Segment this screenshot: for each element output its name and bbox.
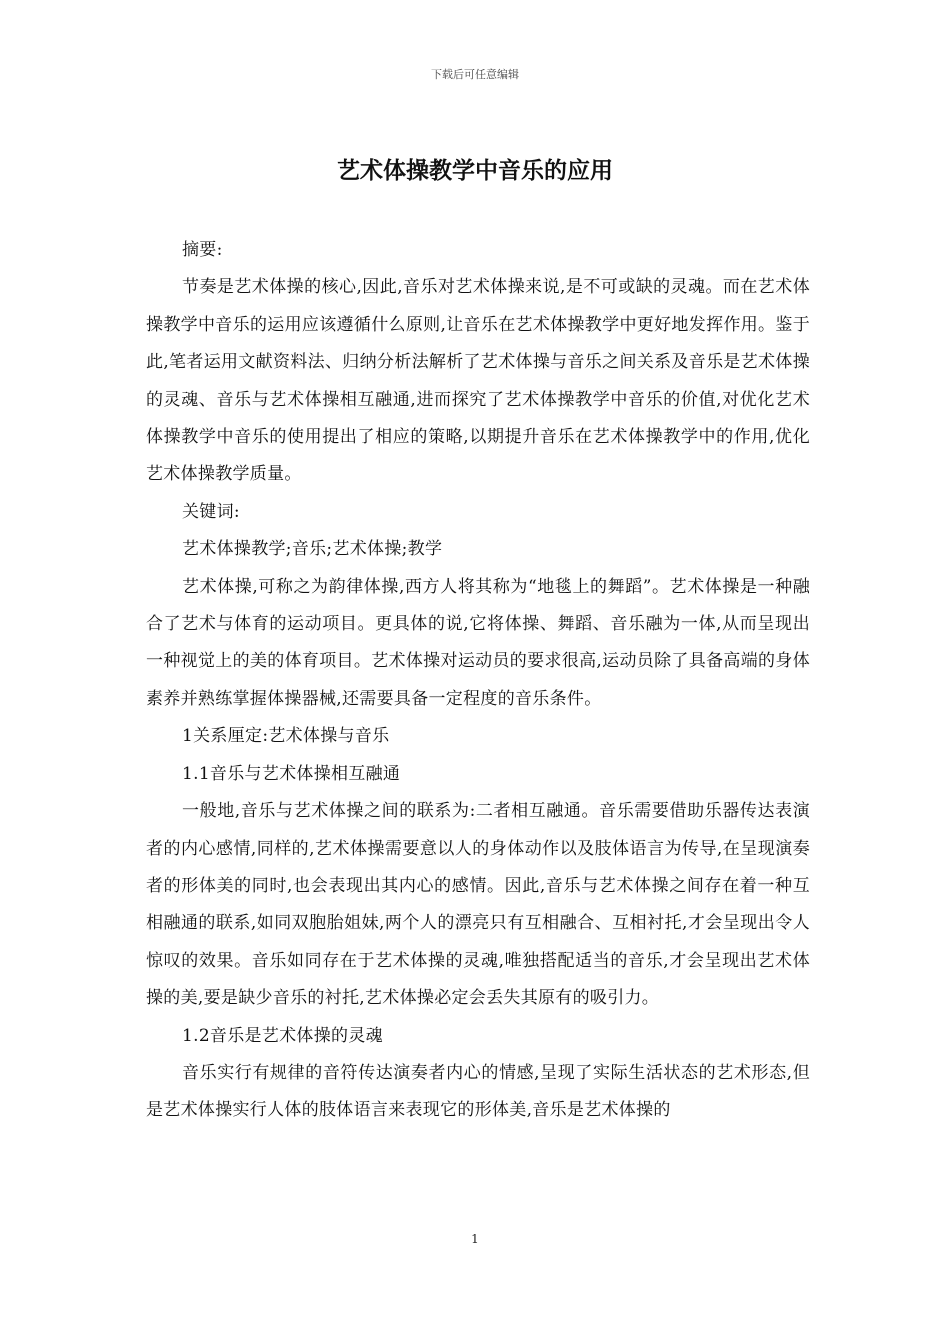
section-1-heading: 1关系厘定:艺术体操与音乐 <box>182 726 390 747</box>
page-header: 下载后可任意编辑 <box>431 68 519 81</box>
abstract-paragraph: 节奏是艺术体操的核心,因此,音乐对艺术体操来说,是不可或缺的灵魂。而在艺术体操教学中音乐的运用应该遵循什么原则,让音乐在艺术体操教学中更好地发挥作用。鉴于此,笔者运用文献资料法、归纳分析法解析了艺术体操与音乐之间关系及音乐是艺术体操的灵魂、音乐与艺术体操相互融通,进而探究了艺术体操教学中音乐的价值,对优化艺术体操教学中音乐的使用提出了相应的策略,以期提升音乐在艺术体操教学中的作用,优化艺术体操教学质量。 <box>146 277 810 485</box>
keywords-paragraph: 艺术体操教学;音乐;艺术体操;教学 <box>182 539 443 560</box>
abstract-heading: 摘要: <box>182 240 223 260</box>
intro-paragraph: 艺术体操,可称之为韵律体操,西方人将其称为“地毯上的舞蹈”。艺术体操是一种融合了艺术与体育的运动项目。更具体的说,它将体操、舞蹈、音乐融为一体,从而呈现出一种视觉上的美的体育项目。艺术体操对运动员的要求很高,运动员除了具备高端的身体素养并熟练掌握体操器械,还需要具备一定程度的音乐条件。 <box>146 576 810 709</box>
page-number: 1 <box>471 1232 479 1246</box>
keywords-heading: 关键词: <box>182 501 240 522</box>
section-1-2-heading: 1.2音乐是艺术体操的灵魂 <box>182 1025 383 1046</box>
document-title: 艺术体操教学中音乐的应用 <box>337 158 613 184</box>
section-1-2-paragraph: 音乐实行有规律的音符传达演奏者内心的情感,呈现了实际生活状态的艺术形态,但是艺术体操实行人体的肢体语言来表现它的形体美,音乐是艺术体操的 <box>146 1062 810 1121</box>
document-body <box>146 232 810 1130</box>
section-1-1-heading: 1.1音乐与艺术体操相互融通 <box>182 763 401 784</box>
section-1-1-paragraph: 一般地,音乐与艺术体操之间的联系为:二者相互融通。音乐需要借助乐器传达表演者的内心感情,同样的,艺术体操需要意以人的身体动作以及肢体语言为传导,在呈现演奏者的形体美的同时,也会表现出其内心的感情。因此,音乐与艺术体操之间存在着一种互相融通的联系,如同双胞胎姐妹,两个人的漂亮只有互相融合、互相衬托,才会呈现出令人惊叹的效果。音乐如同存在于艺术体操的灵魂,唯独搭配适当的音乐,才会呈现出艺术体操的美,要是缺少音乐的衬托,艺术体操必定会丢失其原有的吸引力。 <box>146 801 810 1009</box>
